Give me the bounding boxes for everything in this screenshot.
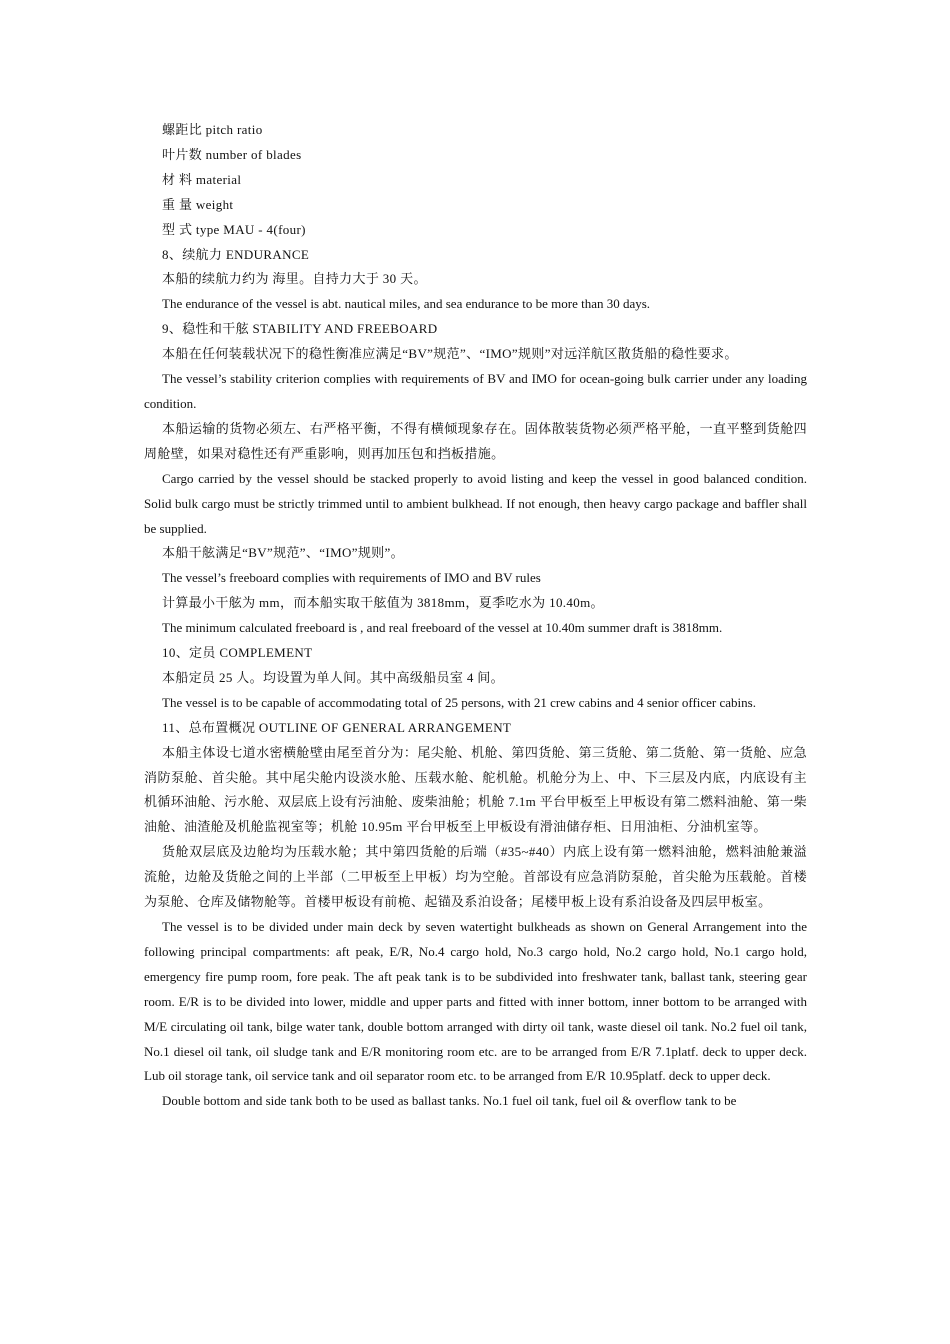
min-freeboard-text-cn: 计算最小干舷为 mm，而本船实取干舷值为 3818mm，夏季吃水为 10.40m。: [162, 595, 604, 611]
complement-text-cn: 本船定员 25 人。均设置为单人间。其中高级船员室 4 间。: [162, 669, 505, 685]
cargo-text-cn: 本船运输的货物必须左、右严格平衡，不得有横倾现象存在。固体散装货物必须严格平舱，一直平整到货舱四周舱壁，如果对稳性还有严重影响，则再加压包和挡板措施。: [144, 420, 807, 461]
freeboard-text-en: The vessel’s freeboard complies with requirements of IMO and BV rules: [162, 570, 541, 586]
endurance-text-cn: 本船的续航力约为 海里。自持力大于 30 天。: [162, 271, 427, 287]
spec-number-of-blades: 叶片数 number of blades: [162, 146, 302, 162]
double-bottom-text-en: Double bottom and side tank both to be used as ballast tanks. No.1 fuel oil tank, fuel oil & overflow tank to be: [162, 1093, 737, 1109]
arrangement-text-cn: 本船主体设七道水密横舱壁由尾至首分为：尾尖舱、机舱、第四货舱、第三货舱、第二货舱、第一货舱、应急消防泵舱、首尖舱。其中尾尖舱内设淡水舱、压载水舱、舵机舱。机舱分为上、中、下三层及内底，内底设有主机循环油舱、污水舱、双层底上设有污油舱、废柴油舱；机舱 7.1m 平台甲板至上甲板设有第二燃料油舱、第一柴油舱、油渣舱及机舱监视室等；机舱 10.95m 平台甲板至上甲板设有滑油储存柜、日用油柜、分油机室等。: [144, 744, 807, 835]
complement-text-en: The vessel is to be capable of accommodating total of 25 persons, with 21 crew cabins and 4 senior officer cabins.: [162, 694, 756, 710]
min-freeboard-text-en: The minimum calculated freeboard is , and real freeboard of the vessel at 10.40m summer draft is 3818mm.: [162, 620, 723, 636]
stability-text-en: The vessel’s stability criterion complies with requirements of BV and IMO for ocean-going bulk carrier under any loading condition.: [144, 371, 807, 411]
section-heading-general-arrangement: 11、总布置概况 OUTLINE OF GENERAL ARRANGEMENT: [162, 719, 512, 735]
spec-weight: 重 量 weight: [162, 196, 234, 212]
spec-material: 材 料 material: [162, 171, 242, 187]
spec-pitch-ratio: 螺距比 pitch ratio: [162, 122, 263, 137]
spec-type: 型 式 type MAU - 4(four): [162, 221, 306, 237]
section-heading-endurance: 8、续航力 ENDURANCE: [162, 246, 310, 262]
ballast-text-cn: 货舱双层底及边舱均为压载水舱；其中第四货舱的后端（#35~#40）内底上设有第一燃料油舱，燃料油舱兼溢流舱，边舱及货舱之间的上半部（二甲板至上甲板）均为空舱。首部设有应急消防泵舱，首尖舱为压载舱。首楼为泵舱、仓库及储物舱等。首楼甲板设有前桅、起锚及系泊设备；尾楼甲板上设有系泊设备及四层甲板室。: [144, 844, 807, 910]
document-body: [144, 118, 807, 1114]
stability-text-cn: 本船在任何装载状况下的稳性衡准应满足“BV”规范”、“IMO”规则”对远洋航区散货船的稳性要求。: [162, 346, 738, 362]
cargo-text-en: Cargo carried by the vessel should be stacked properly to avoid listing and keep the vessel in good balanced condition. Solid bulk cargo must be strictly trimmed until to ambient bulkhead. If not enough, then heavy cargo package and baffler shall be supplied.: [144, 470, 807, 536]
section-heading-stability: 9、稳性和干舷 STABILITY AND FREEBOARD: [162, 321, 438, 337]
freeboard-text-cn: 本船干舷满足“BV”规范”、“IMO”规则”。: [162, 545, 405, 561]
arrangement-text-en: The vessel is to be divided under main deck by seven watertight bulkheads as shown on General Arrangement into the following principal compartments: aft peak, E/R, No.4 cargo hold, No.3 cargo hold, No.2 cargo hold, No.1 cargo hold, emergency fire pump room, fore peak. The aft peak tank is to be subdivided into freshwater tank, ballast tank, steering gear room. E/R is to be divided into lower, middle and upper parts and fitted with inner bottom, inner bottom to be arranged with M/E circulating oil tank, bilge water tank, double bottom arranged with dirty oil tank, waste diesel oil tank. No.2 fuel oil tank, No.1 diesel oil tank, oil sludge tank and E/R monitoring room etc. are to be arranged from E/R 7.1platf. deck to upper deck. Lub oil storage tank, oil service tank and oil separator room etc. to be arranged from E/R 10.95platf. deck to upper deck.: [144, 919, 807, 1084]
section-heading-complement: 10、定员 COMPLEMENT: [162, 645, 313, 661]
endurance-text-en: The endurance of the vessel is abt. nautical miles, and sea endurance to be more than 30 days.: [162, 296, 651, 312]
